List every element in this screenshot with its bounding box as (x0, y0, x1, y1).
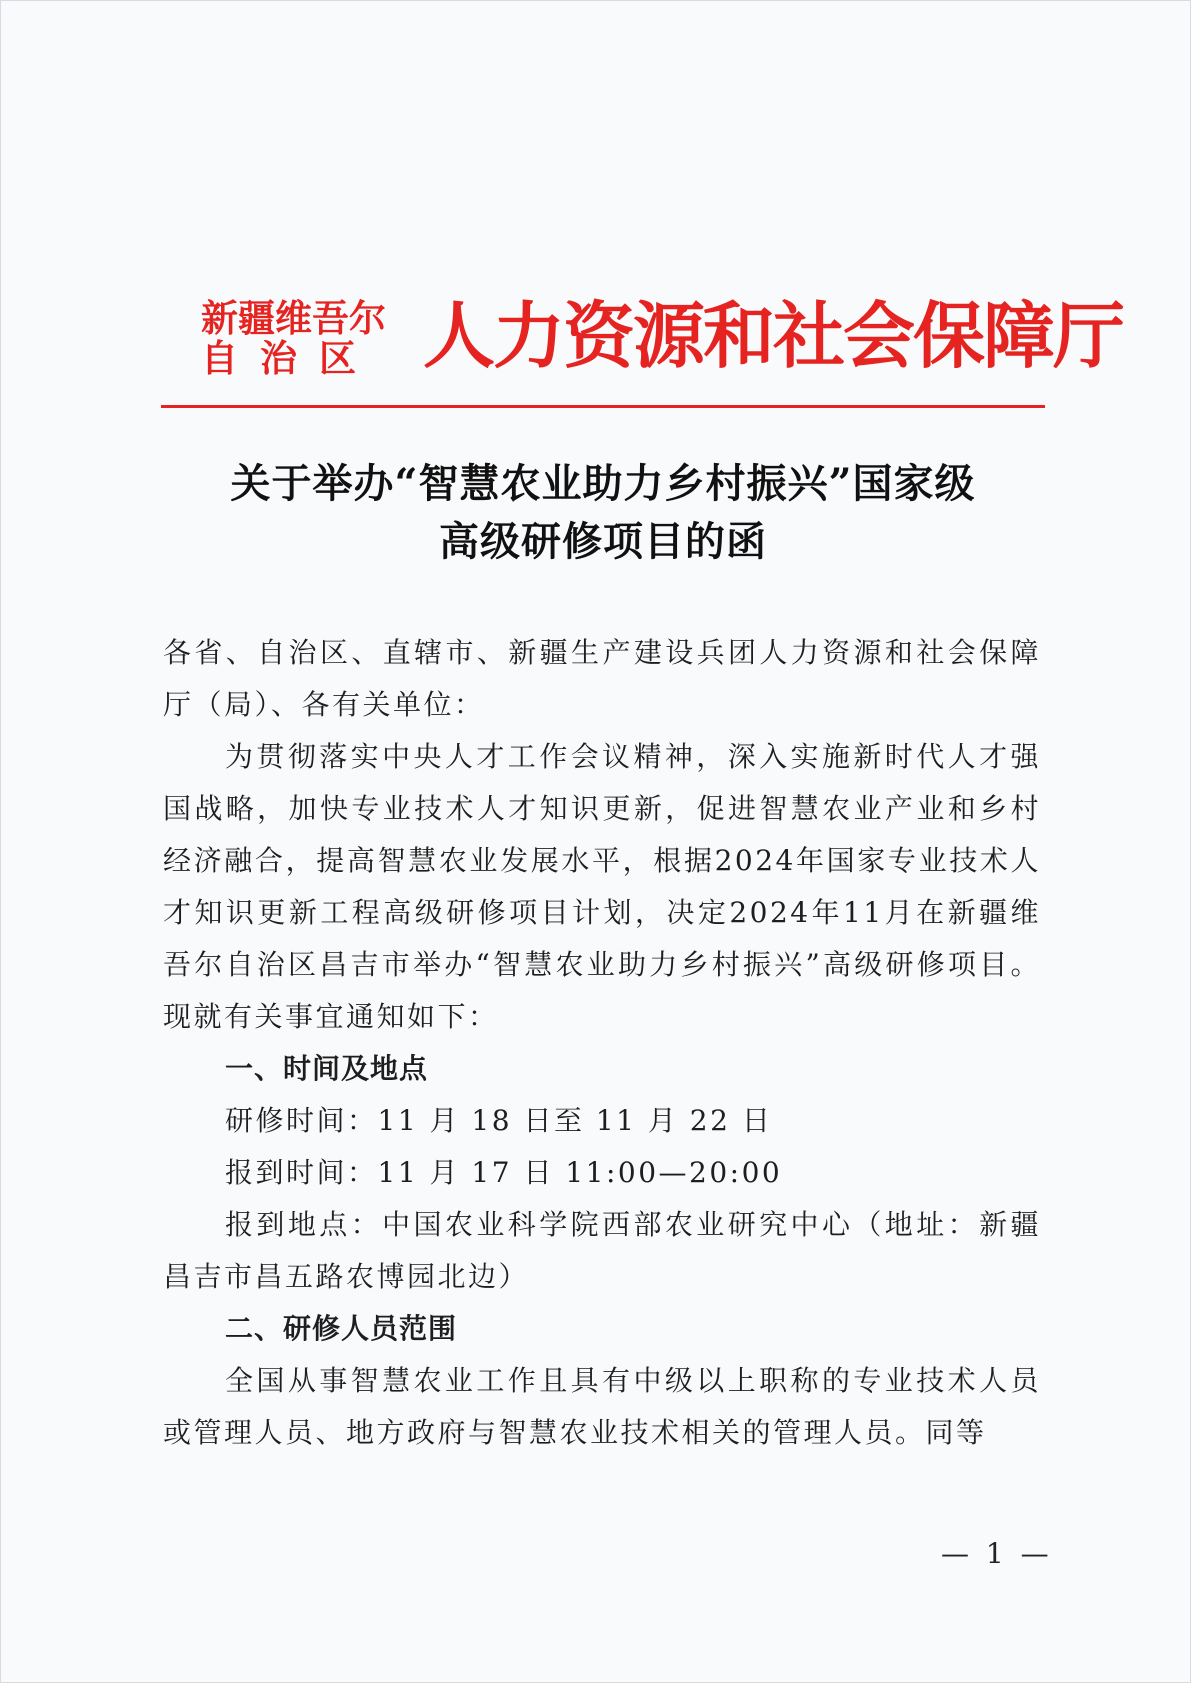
letterhead-region-line1: 新疆维吾尔 (201, 296, 386, 340)
salutation: 各省、自治区、直辖市、新疆生产建设兵团人力资源和社会保障厅（局）、各有关单位： (163, 636, 1041, 721)
section2-paragraph: 全国从事智慧农业工作且具有中级以上职称的专业技术人员或管理人员、地方政府与智慧农业技术相关的管理人员。同等 (163, 1364, 1041, 1449)
letterhead-region-line2: 自治区 (201, 336, 378, 380)
section1-heading: 一、时间及地点 (225, 1052, 429, 1085)
checkin-time: 报到时间：11 月 17 日 11:00—20:00 (225, 1156, 783, 1189)
document-body (163, 627, 1041, 1459)
page-number: — 1 — (941, 1537, 1053, 1570)
title-line1: 关于举办“智慧农业助力乡村振兴”国家级 (230, 460, 976, 507)
letterhead-divider (161, 405, 1045, 408)
title-line2: 高级研修项目的函 (439, 518, 767, 565)
letterhead (201, 293, 1124, 380)
letterhead-department-name: 人力资源和社会保障厅 (423, 293, 1124, 378)
letterhead-region-name (201, 298, 401, 378)
study-time: 研修时间：11 月 18 日至 11 月 22 日 (225, 1104, 773, 1137)
intro-paragraph: 为贯彻落实中央人才工作会议精神，深入实施新时代人才强国战略，加快专业技术人才知识更新，促进智慧农业产业和乡村经济融合，提高智慧农业发展水平，根据2024年国家专业技术人才知识更新工程高级研修项目计划，决定2024年11月在新疆维吾尔自治区昌吉市举办“智慧农业助力乡村振兴”高级研修项目。现就有关事宜通知如下： (163, 740, 1041, 1033)
document-title (161, 455, 1045, 571)
checkin-place: 报到地点：中国农业科学院西部农业研究中心（地址：新疆昌吉市昌五路农博园北边） (163, 1208, 1041, 1293)
section2-heading: 二、研修人员范围 (225, 1312, 458, 1345)
